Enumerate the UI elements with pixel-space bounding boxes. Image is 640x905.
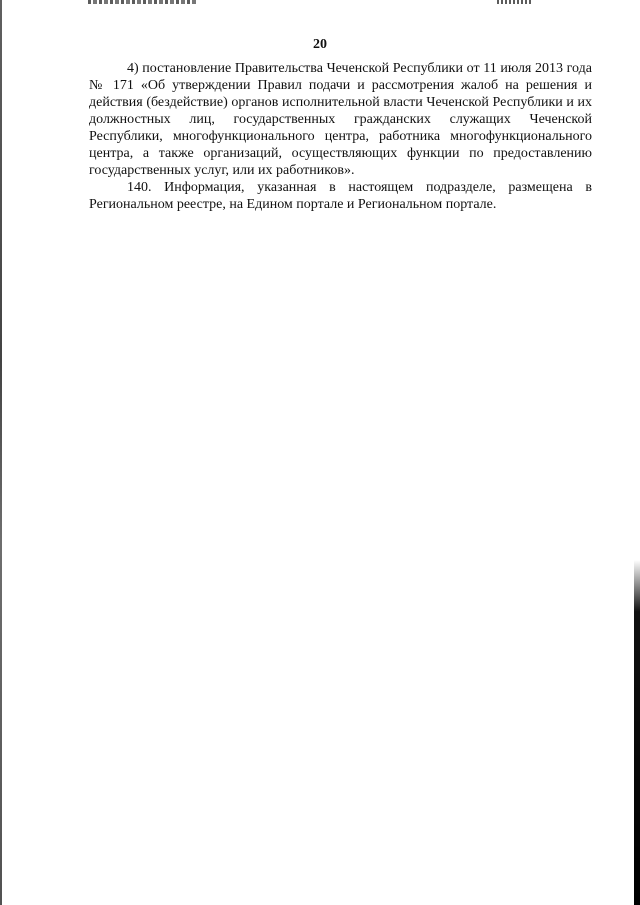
document-body — [89, 60, 592, 213]
scan-artifact-top-right — [497, 0, 531, 4]
page-number: 20 — [313, 37, 327, 52]
scan-artifact-top-left — [88, 0, 198, 4]
paragraph-legal-act: 4) постановление Правительства Чеченской Республики от 11 июля 2013 года № 171 «Об утверждении Правил подачи и рассмотрения жалоб на решения и действия (бездействие) органов исполнительной власти Чеченской Республики и их должностных лиц, государственных гражданских служащих Чеченской Республики, многофункционального центра, работника многофункционального центра, а также организаций, осуществляющих функции по предоставлению государственных услуг, или их работников». — [89, 61, 592, 178]
paragraph-140: 140. Информация, указанная в настоящем подразделе, размещена в Региональном реестре, на Едином портале и Региональном портале. — [89, 180, 592, 212]
scan-edge-left — [0, 0, 2, 905]
scan-edge-right — [634, 560, 640, 905]
